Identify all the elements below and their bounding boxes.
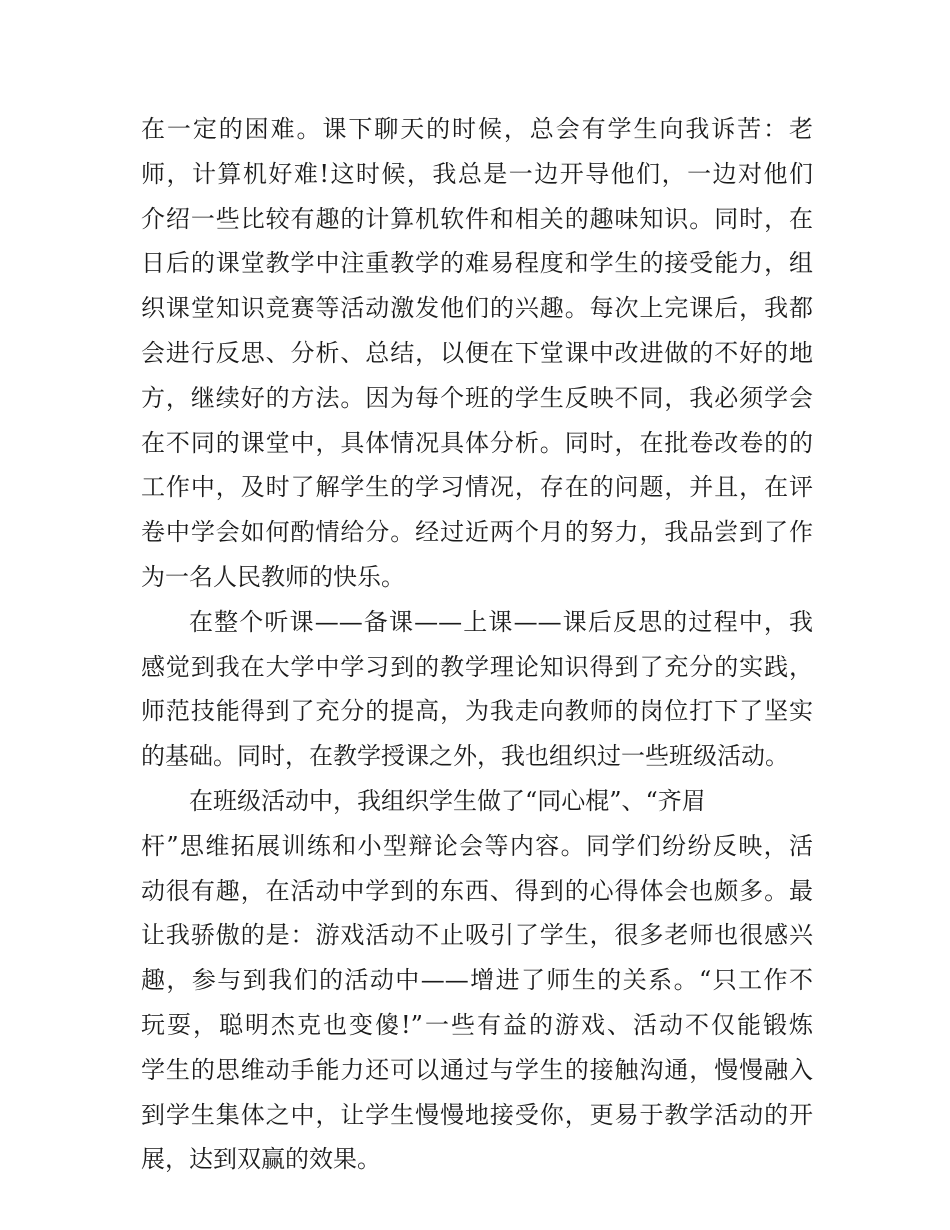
text-line: 在不同的课堂中，具体情况具体分析。同时，在批卷改卷的的: [141, 428, 813, 457]
text-line: 会进行反思、分析、总结，以便在下堂课中改进做的不好的地: [141, 338, 813, 367]
text-line: 让我骄傲的是：游戏活动不止吸引了学生，很多老师也很感兴: [141, 921, 813, 950]
text-line: 到学生集体之中，让学生慢慢地接受你，更易于教学活动的开: [141, 1100, 813, 1129]
text-line: 卷中学会如何酌情给分。经过近两个月的努力，我品尝到了作: [141, 518, 813, 547]
text-line: 玩耍，聪明杰克也变傻!”一些有益的游戏、活动不仅能锻炼: [141, 1010, 813, 1039]
body-text: [141, 107, 813, 1182]
text-line: 日后的课堂教学中注重教学的难易程度和学生的接受能力，组: [141, 249, 813, 278]
text-line: 动很有趣，在活动中学到的东西、得到的心得体会也颇多。最: [141, 876, 813, 905]
text-line: 趣，参与到我们的活动中——增进了师生的关系。“只工作不: [141, 966, 813, 995]
text-line: 杆”思维拓展训练和小型辩论会等内容。同学们纷纷反映，活: [141, 831, 813, 860]
paragraph-start-line: 在整个听课——备课——上课——课后反思的过程中，我: [189, 607, 813, 636]
text-line: 的基础。同时，在教学授课之外，我也组织过一些班级活动。: [141, 742, 789, 771]
text-line: 织课堂知识竞赛等活动激发他们的兴趣。每次上完课后，我都: [141, 294, 813, 323]
text-line: 感觉到我在大学中学习到的教学理论知识得到了充分的实践，: [141, 652, 813, 681]
text-line: 为一名人民教师的快乐。: [141, 562, 405, 591]
text-line: 展，达到双赢的效果。: [141, 1145, 381, 1174]
text-line: 在一定的困难。课下聊天的时候，总会有学生向我诉苦：老: [141, 115, 813, 143]
text-line: 工作中，及时了解学生的学习情况，存在的问题，并且，在评: [141, 473, 813, 502]
paragraph-start-line: 在班级活动中，我组织学生做了“同心棍”、“齐眉: [189, 786, 706, 815]
text-line: 方，继续好的方法。因为每个班的学生反映不同，我必须学会: [141, 383, 813, 412]
text-line: 学生的思维动手能力还可以通过与学生的接触沟通，慢慢融入: [141, 1055, 813, 1084]
text-line: 师，计算机好难!这时候，我总是一边开导他们，一边对他们: [141, 159, 813, 188]
text-line: 师范技能得到了充分的提高，为我走向教师的岗位打下了坚实: [141, 697, 813, 726]
text-line: 介绍一些比较有趣的计算机软件和相关的趣味知识。同时，在: [141, 204, 813, 233]
